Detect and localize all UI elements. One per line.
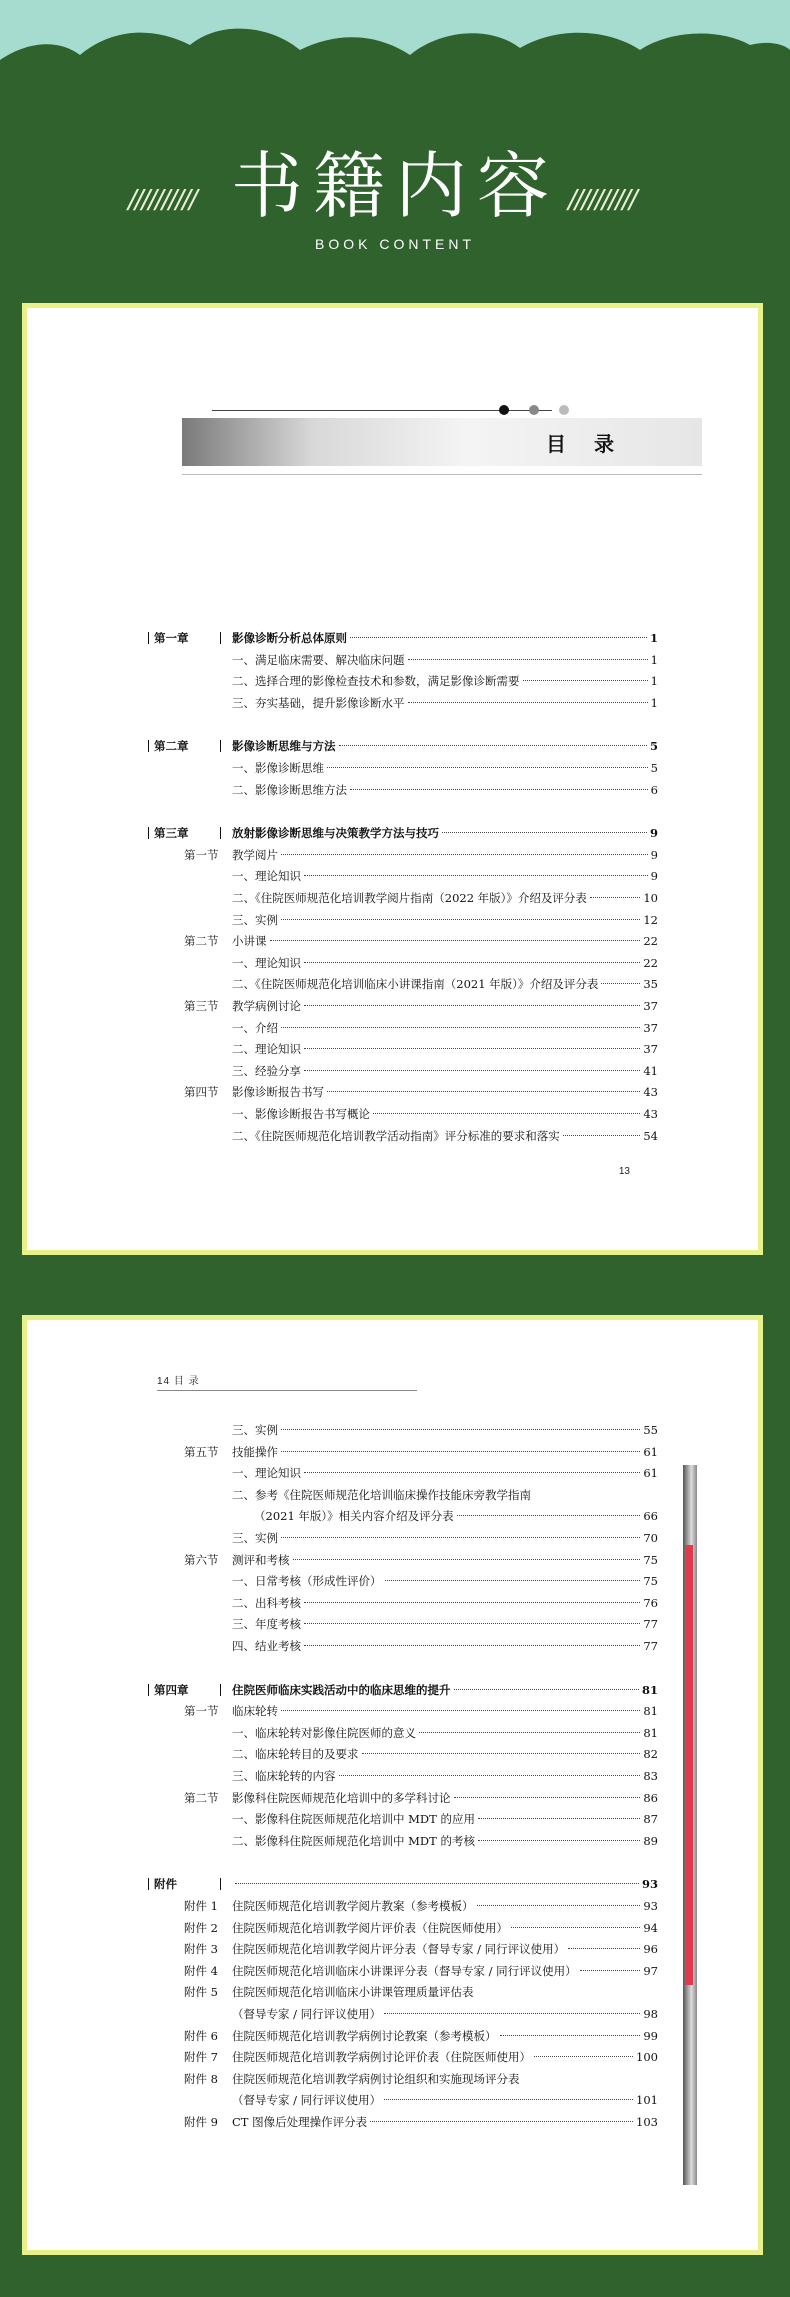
toc-chapter-row[interactable] [154,736,658,756]
toc-item-row[interactable] [162,758,658,778]
chapter-bar [220,1878,221,1890]
toc-item-row[interactable] [162,1485,658,1505]
left-decoration: ////////// [128,185,196,215]
toc-label: 第四节 [184,1085,219,1100]
leader-dots [384,2013,640,2014]
toc-label: 附件 1 [184,1899,218,1913]
toc-text: 四、结业考核 [232,1639,301,1653]
toc-item-row[interactable] [162,693,658,713]
leader-dots [478,1818,640,1819]
leader-dots [419,1732,640,1733]
toc-page-number: 66 [643,1509,658,1524]
toc-text: 三、夯实基础，提升影像诊断水平 [232,695,405,710]
dot-light [559,405,569,415]
toc-label: 第六节 [184,1552,219,1567]
toc-item-row[interactable] [162,1636,658,1656]
toc-text: 住院医师临床实践活动中的临床思维的提升 [232,1682,451,1697]
toc-item-row[interactable] [162,1506,658,1526]
toc-section-row[interactable] [162,2112,658,2132]
toc-page-number: 61 [643,1444,658,1459]
leader-dots [281,919,640,920]
toc-text: 三、实例 [232,1423,278,1437]
leader-dots [601,983,640,984]
toc-section-row[interactable] [162,1918,658,1938]
chapter-bar [220,1684,221,1696]
toc-chapter-row[interactable] [154,823,658,843]
toc-page-number: 75 [643,1574,658,1589]
toc-text: 一、理论知识 [232,955,301,970]
leader-dots [500,2035,641,2036]
toc-item-row[interactable] [162,1831,658,1851]
leader-dots [477,1905,641,1906]
toc-section-row[interactable] [162,1939,658,1959]
leader-dots [580,1970,641,1971]
toc-text: 二、出科考核 [232,1595,301,1610]
leader-dots [563,1135,641,1136]
page-title: 书籍内容 [230,144,559,228]
leader-dots [327,767,648,768]
toc-page-number: 37 [643,999,658,1013]
leader-dots [304,1005,640,1006]
leader-dots [235,1883,639,1884]
leader-dots [523,680,648,681]
toc-label: 附件 9 [184,2115,218,2129]
leader-dots [370,2121,633,2122]
toc-label: 第三节 [184,999,219,1013]
toc-text: （督导专家 / 同行评议使用） [232,2007,382,2021]
toc-page-number: 9 [649,826,658,841]
toc-label: 第二节 [184,934,219,949]
leader-dots [454,1797,641,1798]
toc-text: 住院医师规范化培训教学阅片评分表（督导专家 / 同行评议使用） [232,1942,566,1957]
toc-page-number: 81 [643,1704,658,1719]
chapter-bar [148,740,149,752]
toc-text: 影像诊断报告书写 [232,1085,324,1100]
toc-page-number: 93 [643,1899,658,1913]
dot-gray [529,405,539,415]
toc-item-row[interactable] [162,1571,658,1591]
leader-dots [281,1027,640,1028]
toc-text: 住院医师规范化培训教学病例讨论评价表（住院医师使用） [232,2050,531,2065]
toc-section-row[interactable] [162,1442,658,1462]
toc-section-row[interactable] [162,1896,658,1916]
toc-text: 二、临床轮转目的及要求 [232,1747,359,1762]
toc-page-number: 6 [650,782,658,797]
toc-page-number: 70 [643,1531,658,1545]
leader-dots [339,745,647,746]
toc-section-row[interactable] [162,2026,658,2046]
toc-page-number: 37 [643,1020,658,1035]
toc-text: 二、影像科住院医师规范化培训中 MDT 的考核 [232,1833,475,1848]
toc-item-row[interactable] [162,1614,658,1634]
toc-page-number: 5 [649,739,658,754]
toc-item-row[interactable] [162,650,658,670]
toc-text: 一、影像科住院医师规范化培训中 MDT 的应用 [232,1812,475,1827]
leader-dots [408,659,648,660]
toc-page-number: 96 [643,1942,658,1957]
toc-label: 附件 5 [184,1985,218,2000]
toc-text: 二、《住院医师规范化培训教学阅片指南（2022 年版）》介绍及评分表 [232,891,587,905]
right-decoration: ////////// [568,185,636,215]
running-head: 14 目 录 [157,1376,200,1387]
toc-text: 住院医师规范化培训临床小讲课管理质量评估表 [232,1985,474,2000]
toc-label: 附件 [154,1877,177,1892]
toc-page-number: 5 [650,761,658,775]
leader-dots [534,2056,633,2057]
toc-page-number: 43 [643,1107,658,1121]
chapter-bar [148,827,149,839]
toc-text: 住院医师规范化培训教学阅片评价表（住院医师使用） [232,1920,508,1935]
leader-dots [270,940,641,941]
toc-text: 住院医师规范化培训临床小讲课评分表（督导专家 / 同行评议使用） [232,1963,577,1978]
toc-page-number: 1 [650,652,658,667]
toc-item-row[interactable] [162,1039,658,1059]
toc-text: （2021 年版）》相关内容介绍及评分表 [254,1509,454,1524]
toc-text: 一、影像诊断报告书写概论 [232,1107,370,1121]
toc-page-number: 1 [649,631,658,645]
toc-item-row[interactable] [162,1463,658,1483]
toc-text: 一、影像诊断思维 [232,761,324,775]
toc-text: 放射影像诊断思维与决策教学方法与技巧 [232,826,439,841]
leader-dots [304,1472,640,1473]
toc-text: 影像科住院医师规范化培训中的多学科讨论 [232,1790,451,1805]
toc-text: 一、理论知识 [232,1466,301,1481]
toc-label: 附件 4 [184,1963,218,1978]
leader-dots [350,789,648,790]
leader-dots [568,1948,640,1949]
title-block [0,144,790,252]
header-underline [182,474,702,475]
toc-text: 影像诊断分析总体原则 [232,631,347,645]
toc-item-row[interactable] [162,2004,658,2024]
toc-page-number: 103 [636,2115,658,2129]
toc-page-number: 1 [650,695,658,710]
toc-page-number: 81 [643,1725,658,1740]
toc-page-number: 83 [643,1769,658,1783]
toc-page-number: 55 [643,1423,658,1437]
toc-text: 一、介绍 [232,1020,278,1035]
chapter-bar [220,632,221,644]
toc-header-bar [182,418,702,466]
toc-page-number: 100 [636,2050,658,2065]
leader-dots [454,1689,639,1690]
toc-item-row[interactable] [162,1528,658,1548]
toc-section-row[interactable] [162,1550,658,1570]
toc-page-number: 97 [643,1963,658,1978]
toc-page-number: 1 [650,674,658,689]
toc-page-number: 89 [643,1833,658,1848]
toc-text: 一、理论知识 [232,869,301,884]
toc-page-number: 41 [643,1063,658,1078]
leader-dots [373,1113,640,1114]
toc-item-row[interactable] [162,910,658,930]
leader-dots [339,1775,641,1776]
toc-page-number: 77 [643,1639,658,1653]
toc-item-row[interactable] [162,1420,658,1440]
toc-section-row[interactable] [162,1961,658,1981]
toc-label: 第一章 [154,631,189,645]
leader-dots [304,1602,640,1603]
toc-label: 第二节 [184,1790,219,1805]
toc-text: 三、实例 [232,912,278,927]
toc-item-row[interactable] [162,780,658,800]
leader-dots [304,1070,640,1071]
leader-dots [281,1537,640,1538]
toc-section-row[interactable] [162,996,658,1016]
toc-item-row[interactable] [162,1104,658,1124]
toc-page-number: 37 [643,1042,658,1057]
wavy-banner [0,0,790,130]
toc-text: 三、经验分享 [232,1063,301,1078]
leader-dots [590,897,640,898]
leader-dots [511,1927,640,1928]
leader-dots [442,832,647,833]
leader-dots [281,1710,640,1711]
toc-chapter-row[interactable] [154,628,658,648]
leader-dots [350,637,647,638]
toc-text: 临床轮转 [232,1704,278,1719]
page-number: 13 [618,1166,630,1177]
toc-page-number: 22 [643,955,658,970]
toc-section-row[interactable] [162,2047,658,2067]
toc-page-number: 81 [641,1682,658,1697]
leader-dots [281,854,648,855]
toc-text: （督导专家 / 同行评议使用） [232,2093,382,2108]
toc-text: 住院医师规范化培训教学病例讨论教案（参考模板） [232,2028,497,2043]
toc-item-row[interactable] [162,1766,658,1786]
leader-dots [304,875,648,876]
toc-text: 一、满足临床需要、解决临床问题 [232,652,405,667]
toc-page-1 [22,303,763,1255]
chapter-bar [148,1684,149,1696]
toc-label: 第一节 [184,1704,219,1719]
toc-section-row[interactable] [162,845,658,865]
toc-page-number: 82 [643,1747,658,1762]
toc-heading: 目录 [546,432,642,456]
toc-item-row[interactable] [162,1809,658,1829]
leader-dots [457,1515,641,1516]
toc-section-row[interactable] [162,1082,658,1102]
toc-label: 第五节 [184,1444,219,1459]
book-spine-stripe [685,1545,693,1985]
toc-text: 三、实例 [232,1531,278,1545]
toc-label: 第一节 [184,847,219,862]
toc-item-row[interactable] [162,1061,658,1081]
toc-section-row[interactable] [162,1982,658,2002]
toc-text: 三、年度考核 [232,1617,301,1632]
leader-dots [362,1753,641,1754]
toc-text: 住院医师规范化培训教学病例讨论组织和实施现场评分表 [232,2071,520,2086]
toc-chapter-row[interactable] [154,1680,658,1700]
toc-text: 一、临床轮转对影像住院医师的意义 [232,1725,416,1740]
toc-page-number: 35 [643,977,658,992]
chapter-bar [148,632,149,644]
toc-text: 住院医师规范化培训教学阅片教案（参考模板） [232,1899,474,1913]
toc-text: 小讲课 [232,934,267,949]
toc-item-row[interactable] [162,671,658,691]
toc-page-number: 87 [643,1812,658,1827]
toc-page-number: 10 [643,891,658,905]
leader-dots [304,1645,640,1646]
toc-text: 影像诊断思维与方法 [232,739,336,754]
toc-page-2 [22,1315,763,2255]
leader-dots [384,2099,633,2100]
toc-label: 附件 6 [184,2028,218,2043]
toc-item-row[interactable] [162,974,658,994]
leader-dots [385,1580,641,1581]
toc-text: CT 图像后处理操作评分表 [232,2115,368,2129]
leader-dots [293,1559,641,1560]
toc-page-number: 61 [643,1466,658,1481]
leader-dots [281,1451,640,1452]
toc-page-number: 93 [641,1877,658,1892]
toc-page-number: 12 [643,912,658,927]
toc-item-row[interactable] [162,953,658,973]
leader-dots [304,1048,640,1049]
toc-label: 附件 3 [184,1942,218,1957]
toc-item-row[interactable] [162,1744,658,1764]
toc-section-row[interactable] [162,2069,658,2089]
chapter-bar [148,1878,149,1890]
toc-label: 第四章 [154,1682,189,1697]
toc-item-row[interactable] [162,1723,658,1743]
toc-page-number: 76 [643,1595,658,1610]
leader-dots [281,1429,640,1430]
toc-label: 第二章 [154,739,189,754]
toc-page-number: 9 [650,869,658,884]
toc-text: 教学阅片 [232,847,278,862]
toc-label: 附件 7 [184,2050,218,2065]
toc-text: 三、临床轮转的内容 [232,1769,336,1783]
toc-item-row[interactable] [162,2090,658,2110]
toc-text: 二、参考《住院医师规范化培训临床操作技能床旁教学指南 [232,1487,531,1502]
toc-page-number: 77 [643,1617,658,1632]
chapter-bar [220,827,221,839]
toc-item-row[interactable] [162,888,658,908]
toc-text: 技能操作 [232,1444,278,1459]
dot-black [499,405,509,415]
toc-text: 一、日常考核（形成性评价） [232,1574,382,1589]
toc-page-number: 43 [643,1085,658,1100]
leader-dots [304,962,640,963]
toc-item-row[interactable] [162,866,658,886]
toc-section-row[interactable] [162,1701,658,1721]
toc-label: 附件 2 [184,1920,218,1935]
toc-page-number: 99 [643,2028,658,2043]
toc-page-number: 54 [643,1128,658,1143]
toc-page-number: 9 [650,847,658,862]
running-head-rule [157,1390,417,1391]
toc-page-number: 98 [643,2007,658,2021]
toc-text: 测评和考核 [232,1552,290,1567]
toc-text: 二、影像诊断思维方法 [232,782,347,797]
toc-text: 教学病例讨论 [232,999,301,1013]
leader-dots [408,702,648,703]
leader-dots [478,1840,640,1841]
toc-label: 第三章 [154,826,189,841]
toc-text: 二、《住院医师规范化培训临床小讲课指南（2021 年版）》介绍及评分表 [232,977,599,992]
toc-page-number: 75 [643,1552,658,1567]
toc-text: 二、《住院医师规范化培训教学活动指南》评分标准的要求和落实 [232,1128,560,1143]
toc-section-row[interactable] [162,1788,658,1808]
toc-text: 二、选择合理的影像检查技术和参数，满足影像诊断需要 [232,674,520,689]
toc-page-number: 86 [643,1790,658,1805]
toc-item-row[interactable] [162,1018,658,1038]
leader-dots [304,1623,640,1624]
toc-label: 附件 8 [184,2071,218,2086]
chapter-bar [220,740,221,752]
toc-item-row[interactable] [162,1593,658,1613]
page-subtitle: BOOK CONTENT [314,236,475,252]
toc-chapter-row[interactable] [154,1874,658,1894]
leader-dots [327,1091,640,1092]
toc-page-number: 94 [643,1920,658,1935]
toc-text: 二、理论知识 [232,1042,301,1057]
toc-page-number: 101 [636,2093,658,2108]
toc-section-row[interactable] [162,931,658,951]
toc-page-number: 22 [643,934,658,949]
toc-item-row[interactable] [162,1126,658,1146]
